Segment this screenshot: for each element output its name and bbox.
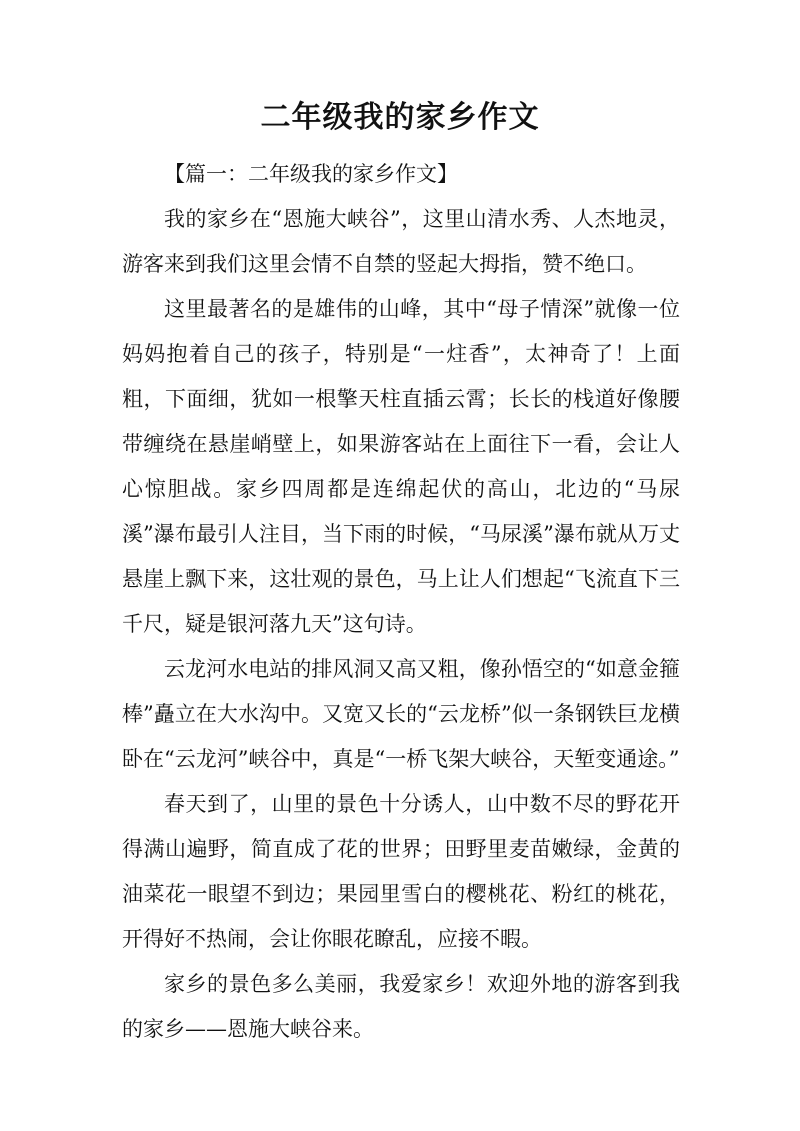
paragraph-4: 春天到了，山里的景色十分诱人，山中数不尽的野花开得满山遍野，简直成了花的世界；田野里麦苗嫩绿，金黄的油菜花一眼望不到边；果园里雪白的樱桃花、粉红的桃花，开得好不热闹，会让你眼花瞭乱，应接不暇。 [122,792,680,951]
page-title: 二年级我的家乡作文 [260,100,540,135]
paragraph-1: 我的家乡在“恩施大峡谷”，这里山清水秀、人杰地灵，游客来到我们这里会情不自禁的竖起大拇指，赞不绝口。 [122,207,680,276]
paragraph-5: 家乡的景色多么美丽，我爱家乡！欢迎外地的游客到我的家乡——恩施大峡谷来。 [122,972,680,1041]
essay-body [122,152,680,1052]
paragraph-2: 这里最著名的是雄伟的山峰，其中“母子情深”就像一位妈妈抱着自己的孩子，特别是“一炷香”，太神奇了！上面粗，下面细，犹如一根擎天柱直插云霄；长长的栈道好像腰带缠绕在悬崖峭壁上，如果游客站在上面往下一看，会让人心惊胆战。家乡四周都是连绵起伏的高山，北边的“马尿溪”瀑布最引人注目，当下雨的时候，“马尿溪”瀑布就从万丈悬崖上飘下来，这壮观的景色，马上让人们想起“飞流直下三千尺，疑是银河落九天”这句诗。 [122,297,680,636]
section-heading: 【篇一：二年级我的家乡作文】 [164,162,458,186]
paragraph-3: 云龙河水电站的排风洞又高又粗，像孙悟空的“如意金箍棒”矗立在大水沟中。又宽又长的“云龙桥”似一条钢铁巨龙横卧在“云龙河”峡谷中，真是“一桥飞架大峡谷，天堑变通途。” [122,657,680,771]
